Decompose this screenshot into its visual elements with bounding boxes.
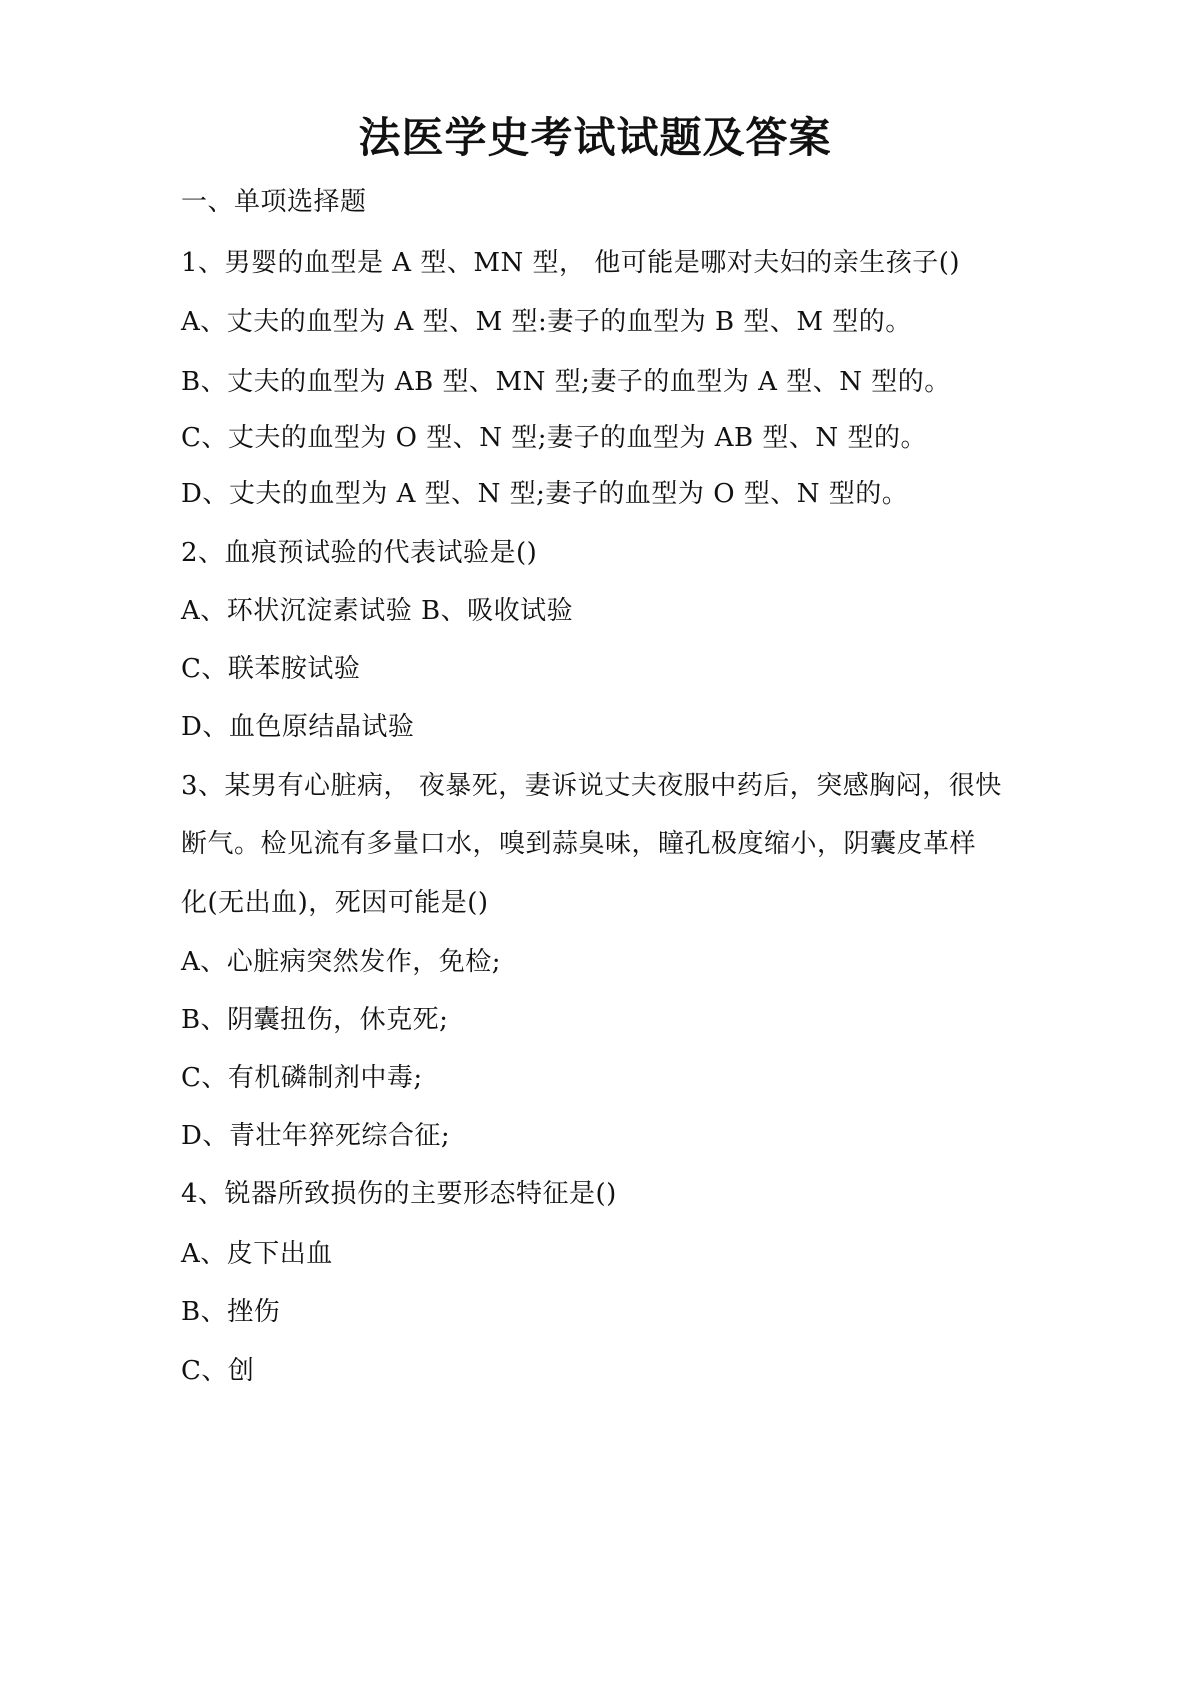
question-1-option-d: D、丈夫的血型为 A 型、N 型;妻子的血型为 O 型、N 型的。 <box>181 479 909 509</box>
document-title: 法医学史考试试题及答案 <box>358 113 832 162</box>
question-2-option-c: C、联苯胺试验 <box>181 654 361 684</box>
question-3-stem-line-1: 3、某男有心脏病， 夜暴死，妻诉说丈夫夜服中药后，突感胸闷，很快 <box>181 771 1002 801</box>
section-heading: 一、单项选择题 <box>181 187 367 217</box>
question-4-stem: 4、锐器所致损伤的主要形态特征是() <box>181 1179 617 1209</box>
question-3-option-d: D、青壮年猝死综合征; <box>181 1121 451 1151</box>
question-3-option-a: A、心脏病突然发作，免检; <box>181 947 502 977</box>
question-1-option-a: A、丈夫的血型为 A 型、M 型:妻子的血型为 B 型、M 型的。 <box>181 307 912 337</box>
question-4-option-c: C、创 <box>181 1356 255 1386</box>
question-1-stem: 1、男婴的血型是 A 型、MN 型， 他可能是哪对夫妇的亲生孩子() <box>181 248 961 278</box>
question-4-option-a: A、皮下出血 <box>181 1239 333 1269</box>
question-3-option-b: B、阴囊扭伤，休克死; <box>181 1005 449 1035</box>
question-3-stem-line-2: 断气。检见流有多量口水，嗅到蒜臭味，瞳孔极度缩小，阴囊皮革样 <box>181 829 977 859</box>
question-1-option-b: B、丈夫的血型为 AB 型、MN 型;妻子的血型为 A 型、N 型的。 <box>181 367 951 397</box>
question-3-stem-line-3: 化(无出血)，死因可能是() <box>181 888 489 918</box>
question-2-option-d: D、血色原结晶试验 <box>181 712 415 742</box>
question-2-option-a: A、环状沉淀素试验 B、吸收试验 <box>181 596 574 626</box>
question-1-option-c: C、丈夫的血型为 O 型、N 型;妻子的血型为 AB 型、N 型的。 <box>181 423 927 453</box>
question-4-option-b: B、挫伤 <box>181 1297 281 1327</box>
question-2-stem: 2、血痕预试验的代表试验是() <box>181 538 538 568</box>
question-3-option-c: C、有机磷制剂中毒; <box>181 1063 423 1093</box>
